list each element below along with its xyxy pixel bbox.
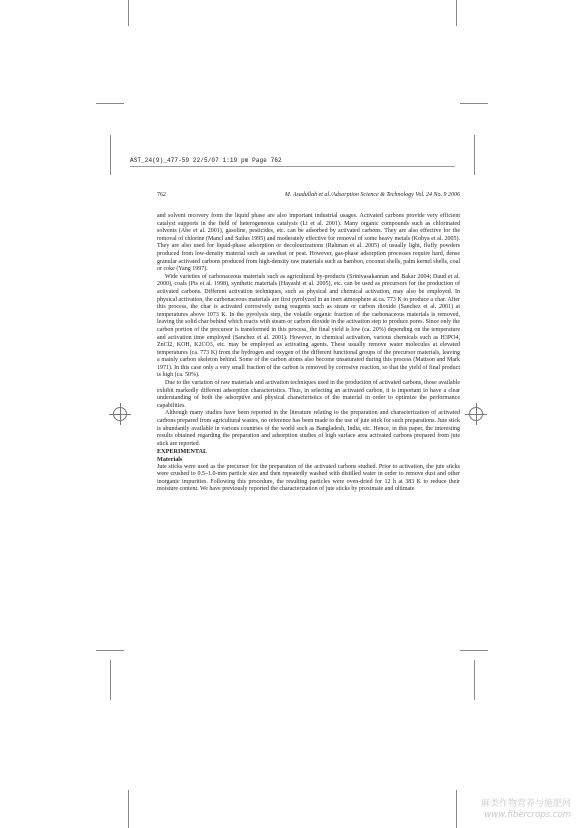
crop-mark — [456, 790, 457, 828]
paragraph: Jute sticks were used as the precursor for the preparation of the activated carbons studied. Prior to activation, the jute sticks were crushed to 0.5–1.0-mm particle size and then repeatedly washed with distilled water in order to remove dust and other inorganic impurities. Following this procedure, the resulting particles were oven-dried for 12 h at 383 K to reduce their moisture content. We have previously reported the characterization of jute sticks by proximate and ultimate — [157, 463, 460, 493]
paragraph: Due to the variation of raw materials and activation techniques used in the production of activated carbons, those available exhibit markedly different adsorption characteristics. Thus, in selecting an activated carbon, it is important to have a clear understanding of both the adsorptive and physical characteristics of the material in order to optimize the performance capabilities. — [157, 380, 460, 409]
section-heading-experimental: EXPERIMENTAL — [157, 448, 208, 456]
crop-mark — [96, 650, 124, 651]
registration-mark-right — [469, 407, 483, 421]
crop-mark — [128, 0, 129, 26]
subsection-heading-materials: Materials — [157, 456, 183, 463]
watermark-url: www.fibercrops.com — [484, 810, 571, 820]
watermark — [481, 799, 571, 820]
crop-mark — [474, 660, 475, 700]
crop-mark — [460, 650, 488, 651]
running-head: M. Asadullah et al./Adsorption Science & Technology Vol. 24 No. 9 2006 — [284, 192, 460, 198]
crop-mark — [456, 0, 457, 26]
paragraph: and solvent recovery from the liquid phase are also important industrial usages. Activated carbons provide very efficient catalyst supports in the field of heterogeneous catalysis (Li et al. 2001). Many organic compounds such as chlorinated solvents (Abe et al. 2001), gasoline, pesticides, etc. can be adsorbed by activated carbons. They are also effective for the removal of chlorine (Mancl and Sailus 1995) and moderately effective for removal of some heavy metals (Kobya et al. 2005). They are also used for liquid-phase adsorption or decolourizations (Rahman et al. 2005) of usually light, fluffy powders produced from low-density material such as sawdust or peat. However, gas-phase adsorption processes require hard, dense granular activated carbons produced from high-density raw materials such as bamboo, coconut shells, palm kernel shells, coal or coke (Yang 1997). — [157, 213, 460, 273]
crop-mark — [96, 103, 124, 104]
paragraph: Although many studies have been reported in the literature relating to the preparation and characterization of activated carbons prepared from agricultural wastes, no reference has been made to the use of jute stick for such preparations. Jute stick is abundantly available in various countries of the world such as Bangladesh, India, etc. Hence, in this paper, the interesting results obtained regarding the preparation and adsorption studies of high surface area activated carbons prepared from jute stick are reported. — [157, 410, 460, 447]
crop-mark — [474, 135, 475, 175]
crop-mark — [460, 103, 488, 104]
article-body — [157, 213, 460, 494]
paragraph: Wide varieties of carbonaceous materials such as agricultural by-products (Srinivasakannan and Bakar 2004; Daud et al. 2000), coals (Pis et al. 1998), synthetic materials (Hayashi et al. 2005), etc. can be used as precursors for the production of activated carbons. Different activation techniques, such as physical and chemical activation, may also be employed. In physical activation, the carbonaceous materials are first pyrolyzed in an inert atmosphere at ca. 773 K to produce a char. After this process, the char is activated corrosively using reagents such as steam or carbon dioxide (Sanchez et al. 2001) at temperatures above 1073 K. In the pyrolysis step, the volatile organic fraction of the carbonaceous materials is removed, leaving the solid char behind which reacts with steam or carbon dioxide in the activation step to produce pores. Since only the carbon portion of the precursor is transformed in this process, the final yield is low (ca. 20%) depending on the temperature and activation time employed (Sanchez et al. 2001). However, in chemical activation, various chemicals such as H3PO4, ZnCl2, KOH, K2CO3, etc. may be employed as activating agents. These usually remove water molecules at elevated temperatures (ca. 773 K) from the hydrogen and oxygen of the different functional groups of the precursor materials, leaving a mainly carbon skeleton behind. Some of the carbon atoms also become unsaturated during this process (Mattson and Mark 1971). In this case only a very small fraction of the carbon is removed by corrosive reaction, so that the yield of final product is high (ca. 50%). — [157, 273, 460, 379]
slug-rule — [130, 166, 455, 167]
page-number: 762 — [157, 192, 166, 198]
registration-mark-left — [113, 407, 127, 421]
crop-mark — [110, 135, 111, 175]
crop-mark — [128, 790, 129, 828]
print-slug: AST_24(9)_477-59 22/5/07 1:19 pm Page 762 — [130, 157, 282, 164]
page-header — [157, 192, 460, 198]
watermark-chinese: 麻类作物营养与施肥网 — [480, 799, 571, 809]
crop-mark — [110, 660, 111, 700]
